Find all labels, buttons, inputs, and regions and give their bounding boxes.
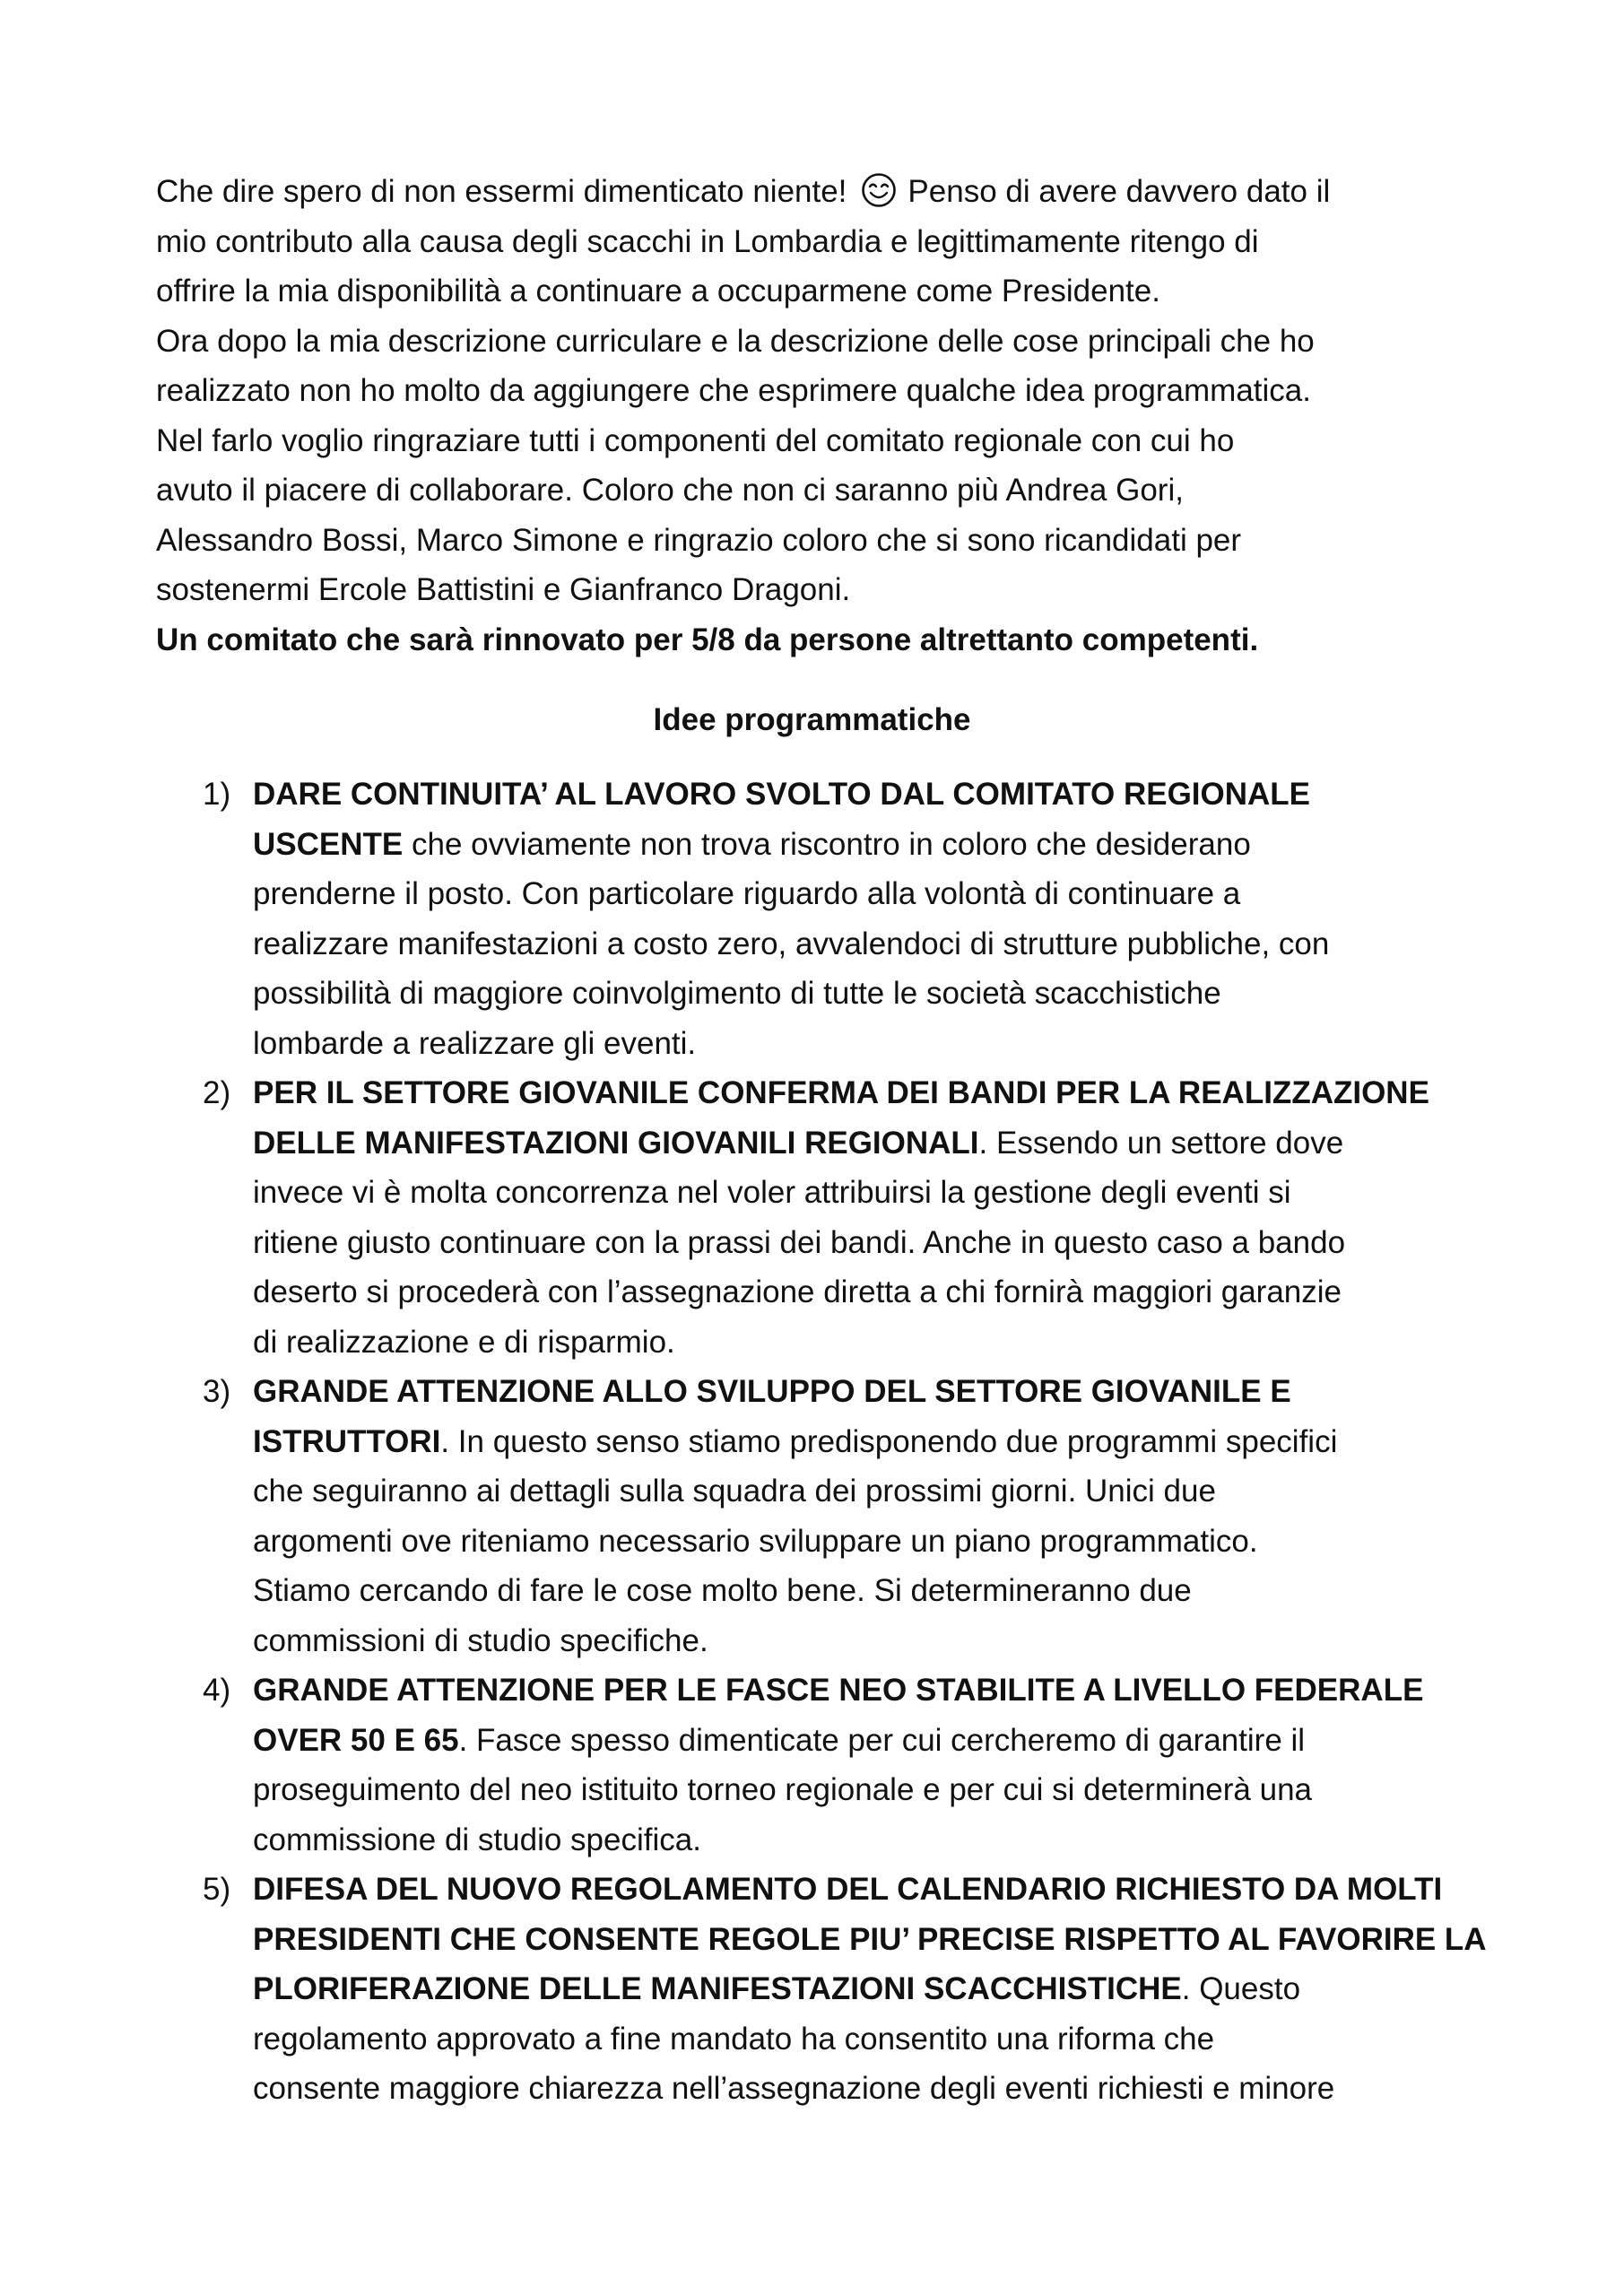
program-item-text: prenderne il posto. Con particolare riguardo alla volontà di continuare a bbox=[253, 876, 1241, 911]
intro-line: realizzato non ho molto da aggiungere che esprimere qualche idea programmatica. bbox=[156, 373, 1311, 408]
program-item-heading: DARE CONTINUITA’ AL LAVORO SVOLTO DAL COMITATO REGIONALE bbox=[253, 777, 1311, 812]
intro-line: Ora dopo la mia descrizione curriculare e la descrizione delle cose principali che ho bbox=[156, 323, 1315, 359]
intro-line: sostenermi Ercole Battistini e Gianfranco Dragoni. bbox=[156, 572, 851, 607]
program-item-line bbox=[253, 2064, 1501, 2114]
intro-line-text: Penso di avere davvero dato il bbox=[908, 174, 1331, 209]
program-item bbox=[156, 1665, 1501, 1865]
program-item-text: invece vi è molta concorrenza nel voler attribuirsi la gestione degli eventi si bbox=[253, 1175, 1291, 1210]
intro-line-text: Che dire spero di non essermi dimenticato niente! bbox=[156, 174, 847, 209]
program-item-text: deserto si procederà con l’assegnazione diretta a chi fornirà maggiori garanzie bbox=[253, 1274, 1342, 1309]
program-item-heading: PER IL SETTORE GIOVANILE CONFERMA DEI BANDI PER LA REALIZZAZIONE bbox=[253, 1075, 1429, 1110]
program-item-heading: ISTRUTTORI bbox=[253, 1423, 441, 1459]
smiling-face-icon bbox=[861, 172, 897, 208]
program-item-number: 1) bbox=[203, 777, 231, 812]
program-item-number: 3) bbox=[203, 1374, 231, 1409]
program-item-heading: PRESIDENTI CHE CONSENTE REGOLE PIU’ PRECISE RISPETTO AL FAVORIRE LA bbox=[253, 1921, 1487, 1957]
program-item-line bbox=[253, 869, 1501, 919]
program-item-text: ritiene giusto continuare con la prassi dei bandi. Anche in questo caso a bando bbox=[253, 1224, 1346, 1260]
section-title: Idee programmatiche bbox=[653, 702, 971, 737]
program-item-text: consente maggiore chiarezza nell’assegnazione degli eventi richiesti e minore bbox=[253, 2071, 1335, 2106]
program-item-heading: USCENTE bbox=[253, 826, 404, 862]
intro-line bbox=[156, 167, 1501, 217]
intro-line: avuto il piacere di collaborare. Coloro che non ci saranno più Andrea Gori, bbox=[156, 473, 1184, 508]
program-item-text: Stiamo cercando di fare le cose molto bene. Si determineranno due bbox=[253, 1573, 1192, 1608]
program-item-line bbox=[253, 1267, 1501, 1318]
program-item-line bbox=[253, 1417, 1501, 1467]
program-item-heading: DELLE MANIFESTAZIONI GIOVANILI REGIONALI bbox=[253, 1125, 979, 1161]
program-item-text: argomenti ove riteniamo necessario sviluppare un piano programmatico. bbox=[253, 1523, 1258, 1559]
intro-line: Nel farlo voglio ringraziare tutti i componenti del comitato regionale con cui ho bbox=[156, 422, 1235, 458]
program-item-line bbox=[253, 1118, 1501, 1169]
program-item-text: . Essendo un settore dove bbox=[978, 1125, 1344, 1161]
program-item-line bbox=[253, 1815, 1501, 1866]
program-item-line bbox=[253, 1517, 1501, 1567]
program-list bbox=[156, 770, 1501, 2114]
program-item-line bbox=[253, 969, 1501, 1019]
program-item-line bbox=[253, 1218, 1501, 1268]
program-item-text: che ovviamente non trova riscontro in coloro che desiderano bbox=[403, 826, 1251, 862]
program-item bbox=[156, 1068, 1501, 1367]
program-item-line bbox=[253, 2014, 1501, 2065]
program-item bbox=[156, 1865, 1501, 2114]
intro-line: Alessandro Bossi, Marco Simone e ringrazio coloro che si sono ricandidati per bbox=[156, 522, 1242, 558]
program-item-heading: OVER 50 E 65 bbox=[253, 1722, 459, 1758]
intro-bold-statement: Un comitato che sarà rinnovato per 5/8 da persone altrettanto competenti. bbox=[156, 622, 1259, 657]
program-item-line bbox=[253, 1367, 1501, 1417]
program-item-line bbox=[253, 1665, 1501, 1716]
program-item-line bbox=[253, 1168, 1501, 1218]
program-item-text: possibilità di maggiore coinvolgimento di tutte le società scacchistiche bbox=[253, 976, 1221, 1011]
program-item-line bbox=[253, 1068, 1501, 1118]
program-item-text: regolamento approvato a fine mandato ha consentito una riforma che bbox=[253, 2021, 1215, 2057]
program-item-line bbox=[253, 919, 1501, 970]
program-item-number: 2) bbox=[203, 1075, 231, 1110]
program-item-number: 5) bbox=[203, 1872, 231, 1907]
program-item-line bbox=[253, 1765, 1501, 1815]
program-item-number: 4) bbox=[203, 1673, 231, 1708]
program-item-line bbox=[253, 1716, 1501, 1766]
program-item-text: . Questo bbox=[1181, 1971, 1301, 2006]
program-item-line bbox=[253, 1616, 1501, 1666]
program-item-line bbox=[253, 1964, 1501, 2014]
intro-line: mio contributo alla causa degli scacchi in Lombardia e legittimamente ritengo di bbox=[156, 223, 1259, 259]
program-item-text: realizzare manifestazioni a costo zero, avvalendoci di strutture pubbliche, con bbox=[253, 926, 1330, 961]
program-item-line bbox=[253, 770, 1501, 820]
program-item bbox=[156, 770, 1501, 1068]
program-item-line bbox=[253, 820, 1501, 870]
program-item-line bbox=[253, 1566, 1501, 1616]
program-item-text: che seguiranno ai dettagli sulla squadra dei prossimi giorni. Unici due bbox=[253, 1474, 1216, 1509]
program-item-text: commissione di studio specifica. bbox=[253, 1822, 701, 1857]
program-item-text: commissioni di studio specifiche. bbox=[253, 1622, 708, 1658]
program-item bbox=[156, 1367, 1501, 1665]
program-item-line bbox=[253, 1019, 1501, 1069]
program-item-heading: DIFESA DEL NUOVO REGOLAMENTO DEL CALENDARIO RICHIESTO DA MOLTI bbox=[253, 1872, 1443, 1907]
program-item-heading: GRANDE ATTENZIONE ALLO SVILUPPO DEL SETTORE GIOVANILE E bbox=[253, 1374, 1291, 1409]
program-item-text: di realizzazione e di risparmio. bbox=[253, 1324, 675, 1360]
program-item-heading: GRANDE ATTENZIONE PER LE FASCE NEO STABILITE A LIVELLO FEDERALE bbox=[253, 1673, 1424, 1708]
program-item-text: . Fasce spesso dimenticate per cui cercheremo di garantire il bbox=[458, 1722, 1306, 1758]
intro-line: offrire la mia disponibilità a continuare a occuparmene come Presidente. bbox=[156, 274, 1160, 309]
program-item-line bbox=[253, 1318, 1501, 1368]
intro-paragraph bbox=[156, 167, 1501, 665]
program-item-text: . In questo senso stiamo predisponendo due programmi specifici bbox=[440, 1423, 1338, 1459]
program-item-text: proseguimento del neo istituito torneo regionale e per cui si determinerà una bbox=[253, 1772, 1312, 1807]
program-item-line bbox=[253, 1915, 1501, 1965]
program-item-line bbox=[253, 1865, 1501, 1915]
program-item-line bbox=[253, 1466, 1501, 1517]
program-item-text: lombarde a realizzare gli eventi. bbox=[253, 1025, 697, 1061]
program-item-heading: PLORIFERAZIONE DELLE MANIFESTAZIONI SCACCHISTICHE bbox=[253, 1971, 1182, 2006]
